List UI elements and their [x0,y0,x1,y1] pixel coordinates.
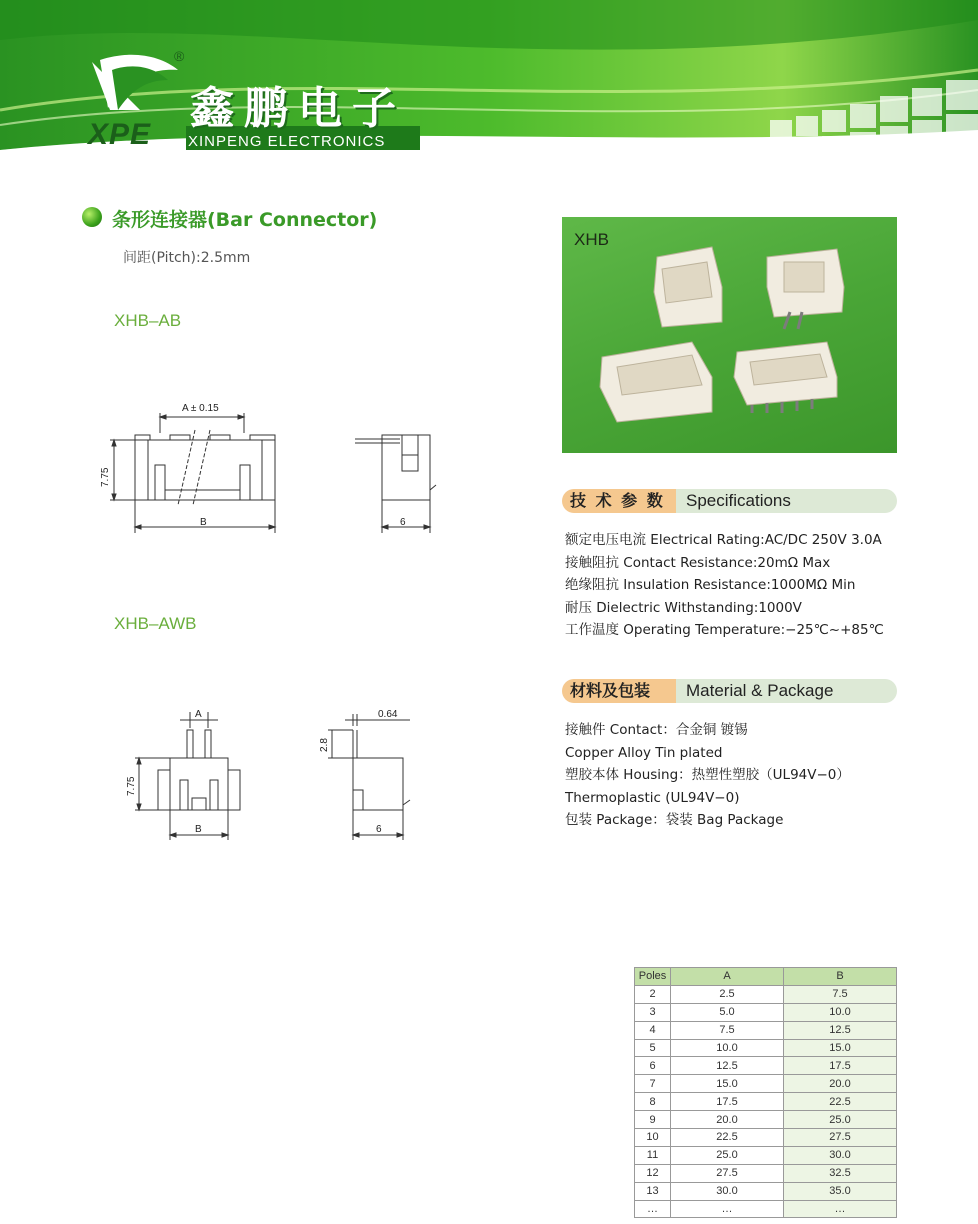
material-heading-en: Material & Package [676,679,897,703]
a-cell: 7.5 [671,1021,784,1039]
spec-contact-resistance: 接触阻抗 Contact Resistance:20mΩ Max [565,554,831,571]
b-cell: 7.5 [784,985,897,1003]
table-row [635,1057,897,1075]
poles-cell: 6 [635,1057,671,1075]
spec-operating-temperature: 工作温度 Operating Temperature:−25℃~+85℃ [565,622,884,638]
a-cell: 12.5 [671,1057,784,1075]
poles-cell: 2 [635,985,671,1003]
table-row [635,1129,897,1147]
b-cell: 30.0 [784,1146,897,1164]
specifications-list [565,529,884,642]
table-row [635,1039,897,1057]
specifications-heading [562,489,897,513]
awb-dim-height-label: 7.75 [126,776,137,796]
awb-dim-width-label: 6 [376,824,382,835]
material-package: 包装 Package：袋装 Bag Package [565,812,784,828]
page-title: 条形连接器(Bar Connector) [112,209,378,231]
a-cell: 2.5 [671,985,784,1003]
brand-logo-text: XPE [88,118,152,151]
table-row [635,1182,897,1200]
poles-cell: 10 [635,1129,671,1147]
material-contact: 接触件 Contact：合金铜 镀锡 [565,722,748,738]
b-cell: 12.5 [784,1021,897,1039]
connector-illustration [562,217,897,453]
registered-mark: ® [174,48,185,64]
b-cell: 20.0 [784,1075,897,1093]
a-cell: 15.0 [671,1075,784,1093]
poles-cell: 7 [635,1075,671,1093]
poles-cell: 8 [635,1093,671,1111]
poles-cell: … [635,1200,671,1218]
material-list [565,719,850,832]
column-header-b: B [784,968,897,986]
poles-cell: 11 [635,1146,671,1164]
material-housing-en: Thermoplastic (UL94V−0) [565,789,740,806]
drawing-label-xhb-ab: XHB–AB [114,311,182,330]
page-header [0,0,978,205]
awb-dim-pin-label: 2.8 [319,738,330,752]
spec-electrical-rating: 额定电压电流 Electrical Rating:AC/DC 250V 3.0A [565,532,882,548]
table-row [635,1146,897,1164]
drawing-xhb-awb [110,700,430,845]
a-cell: 5.0 [671,1003,784,1021]
table-row [635,1111,897,1129]
brand-name-chinese: 鑫鹏电子 [190,83,406,134]
specifications-heading-cn: 技 术 参 数 [562,489,680,513]
table-row [635,1003,897,1021]
dim-a-label: A ± 0.15 [182,403,219,414]
brand-name-english: XINPENG ELECTRONICS [188,133,386,150]
drawing-label-xhb-awb: XHB–AWB [114,614,197,633]
product-photo-label: XHB [574,230,609,249]
dim-b-label: B [200,517,207,528]
table-row [635,1200,897,1218]
poles-cell: 12 [635,1164,671,1182]
a-cell: 25.0 [671,1146,784,1164]
table-row [635,1021,897,1039]
a-cell: 10.0 [671,1039,784,1057]
dim-width-label: 6 [400,517,406,528]
a-cell: 17.5 [671,1093,784,1111]
b-cell: 32.5 [784,1164,897,1182]
title-bullet-icon [82,207,102,227]
table-row [635,1075,897,1093]
pitch-spec: 间距(Pitch):2.5mm [123,250,251,266]
product-photo [562,217,897,453]
header-banner [0,0,978,205]
poles-cell: 5 [635,1039,671,1057]
column-header-poles: Poles [635,968,671,986]
dimension-table-body [635,985,897,1218]
poles-cell: 9 [635,1111,671,1129]
dim-height-label: 7.75 [100,467,111,487]
table-row [635,1093,897,1111]
poles-cell: 13 [635,1182,671,1200]
b-cell: 22.5 [784,1093,897,1111]
poles-cell: 3 [635,1003,671,1021]
awb-dim-b-label: B [195,824,202,835]
specifications-heading-en: Specifications [676,489,897,513]
spec-dielectric-withstanding: 耐压 Dielectric Withstanding:1000V [565,599,802,616]
spec-insulation-resistance: 绝缘阻抗 Insulation Resistance:1000MΩ Min [565,577,856,593]
poles-cell: 4 [635,1021,671,1039]
material-contact-en: Copper Alloy Tin plated [565,744,723,761]
awb-dim-thickness-label: 0.64 [378,709,398,720]
b-cell: 15.0 [784,1039,897,1057]
b-cell: 17.5 [784,1057,897,1075]
b-cell: 25.0 [784,1111,897,1129]
b-cell: 10.0 [784,1003,897,1021]
b-cell: 35.0 [784,1182,897,1200]
material-housing: 塑胶本体 Housing：热塑性塑胶（UL94V−0） [565,767,850,783]
awb-dim-a-label: A [195,709,202,720]
b-cell: … [784,1200,897,1218]
a-cell: 30.0 [671,1182,784,1200]
a-cell: 27.5 [671,1164,784,1182]
a-cell: … [671,1200,784,1218]
a-cell: 20.0 [671,1111,784,1129]
table-row [635,985,897,1003]
b-cell: 27.5 [784,1129,897,1147]
dimension-table [634,967,897,1218]
material-heading [562,679,897,703]
table-header-row [635,968,897,986]
material-heading-cn: 材料及包装 [562,679,680,703]
column-header-a: A [671,968,784,986]
a-cell: 22.5 [671,1129,784,1147]
drawing-xhb-ab [90,395,450,540]
table-row [635,1164,897,1182]
